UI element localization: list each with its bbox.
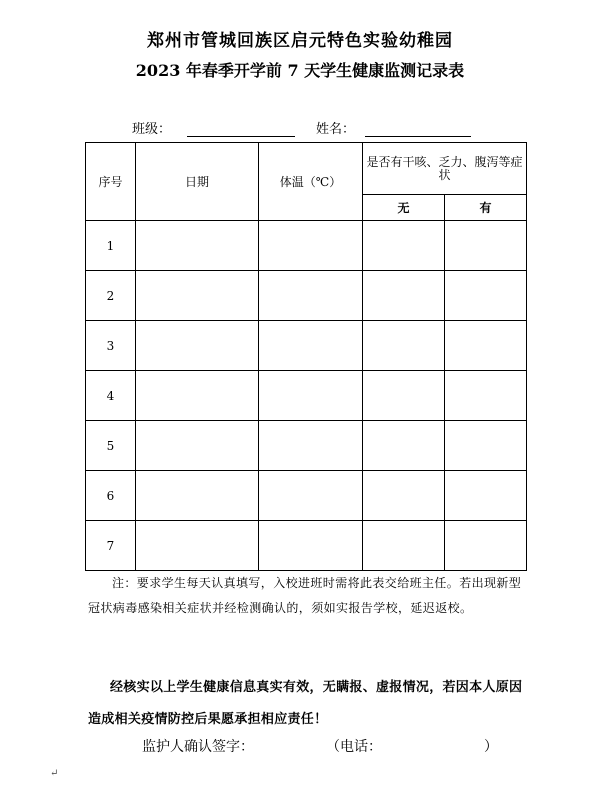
has-symptom-cell[interactable]: [445, 271, 527, 321]
header-no: 无: [363, 195, 445, 221]
phone-label: （电话：: [326, 739, 382, 755]
class-label: 班级：: [132, 122, 172, 137]
row-index: 2: [86, 271, 136, 321]
class-field: [132, 118, 295, 137]
header-date: 日期: [136, 143, 259, 221]
no-symptom-cell[interactable]: [363, 521, 445, 571]
has-symptom-cell[interactable]: [445, 421, 527, 471]
no-symptom-cell[interactable]: [363, 371, 445, 421]
name-label: 姓名：: [316, 122, 356, 137]
has-symptom-cell[interactable]: [445, 321, 527, 371]
no-symptom-cell[interactable]: [363, 421, 445, 471]
has-symptom-cell[interactable]: [445, 521, 527, 571]
header-symptoms: 是否有干咳、乏力、腹泻等症状: [363, 143, 527, 195]
form-title: 2023 年春季开学前 7 天学生健康监测记录表: [135, 61, 465, 80]
table-row: [86, 421, 527, 471]
header-temperature: 体温（℃）: [259, 143, 363, 221]
declaration-text: 经核实以上学生健康信息真实有效，无瞒报、虚报情况，若因本人原因造成相关疫情防控后果愿承担相应责任！: [88, 680, 523, 727]
no-symptom-cell[interactable]: [363, 221, 445, 271]
row-index: 3: [86, 321, 136, 371]
temperature-cell[interactable]: [259, 521, 363, 571]
guardian-signature-label: 监护人确认签字：: [142, 739, 254, 755]
header-yes: 有: [445, 195, 527, 221]
date-cell[interactable]: [136, 471, 259, 521]
row-index: 1: [86, 221, 136, 271]
temperature-cell[interactable]: [259, 271, 363, 321]
row-index: 6: [86, 471, 136, 521]
no-symptom-cell[interactable]: [363, 321, 445, 371]
row-index: 7: [86, 521, 136, 571]
table-row: [86, 271, 527, 321]
temperature-cell[interactable]: [259, 471, 363, 521]
no-symptom-cell[interactable]: [363, 271, 445, 321]
table-row: [86, 371, 527, 421]
has-symptom-cell[interactable]: [445, 221, 527, 271]
has-symptom-cell[interactable]: [445, 471, 527, 521]
health-record-table: [85, 142, 527, 571]
date-cell[interactable]: [136, 321, 259, 371]
paragraph-mark-icon: ↵: [50, 768, 59, 779]
table-row: [86, 471, 527, 521]
temperature-cell[interactable]: [259, 421, 363, 471]
date-cell[interactable]: [136, 221, 259, 271]
table-row: [86, 321, 527, 371]
header-index: 序号: [86, 143, 136, 221]
temperature-cell[interactable]: [259, 371, 363, 421]
phone-close: ）: [484, 739, 498, 755]
date-cell[interactable]: [136, 421, 259, 471]
has-symptom-cell[interactable]: [445, 371, 527, 421]
class-blank[interactable]: [187, 122, 295, 137]
name-field: [316, 118, 471, 137]
temperature-cell[interactable]: [259, 321, 363, 371]
name-blank[interactable]: [365, 122, 471, 137]
school-name: 郑州市管城回族区启元特色实验幼稚园: [147, 31, 453, 51]
row-index: 4: [86, 371, 136, 421]
date-cell[interactable]: [136, 521, 259, 571]
instruction-note: 注：要求学生每天认真填写，入校进班时需将此表交给班主任。若出现新型冠状病毒感染相关症状并经检测确认的，须如实报告学校，延迟返校。: [88, 576, 522, 615]
date-cell[interactable]: [136, 371, 259, 421]
table-row: [86, 521, 527, 571]
temperature-cell[interactable]: [259, 221, 363, 271]
table-row: [86, 221, 527, 271]
no-symptom-cell[interactable]: [363, 471, 445, 521]
date-cell[interactable]: [136, 271, 259, 321]
row-index: 5: [86, 421, 136, 471]
